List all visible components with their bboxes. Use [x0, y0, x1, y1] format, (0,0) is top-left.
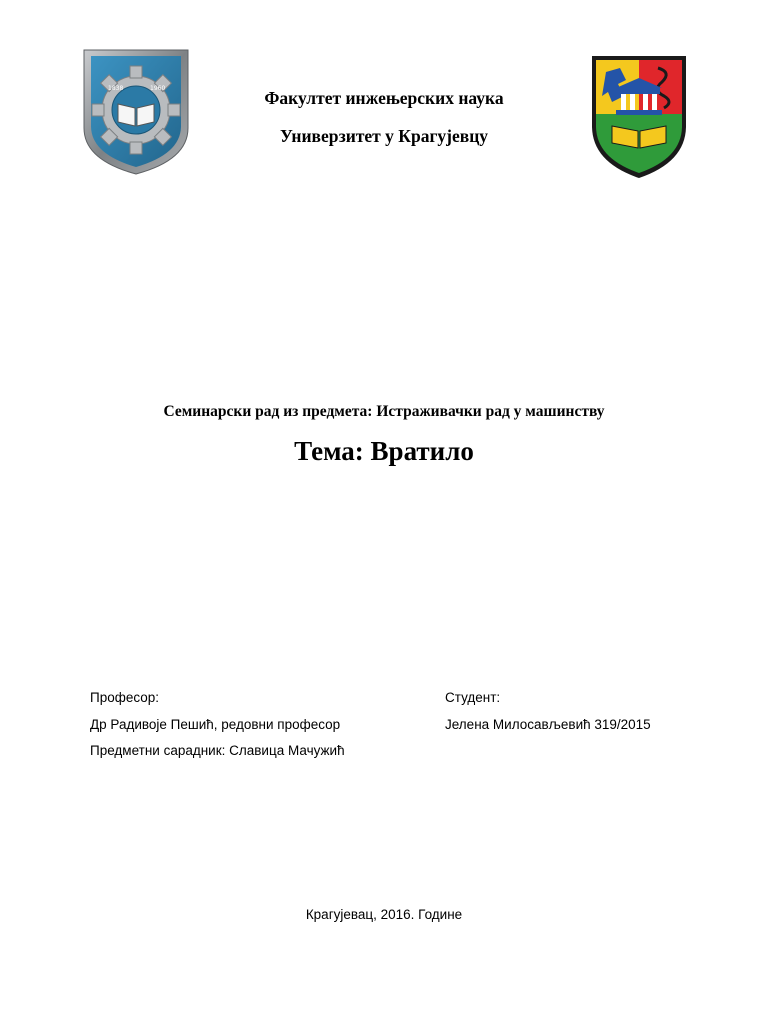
- svg-text:1960: 1960: [150, 85, 166, 92]
- professor-name: Др Радивоје Пешић, редовни професор: [90, 717, 341, 732]
- assistant-name: Предметни сарадник: Славица Мачужић: [90, 743, 345, 758]
- university-logo: [588, 52, 690, 180]
- faculty-name: Факултет инжењерских наука: [264, 88, 504, 108]
- svg-text:1838: 1838: [108, 85, 124, 92]
- seminar-subject: Семинарски рад из предмета: Истраживачки рад у машинству: [163, 403, 605, 420]
- place-date: Крагујевац, 2016. Године: [305, 907, 463, 922]
- professor-label: Професор:: [90, 690, 160, 705]
- student-label: Студент:: [445, 690, 501, 705]
- university-name: Универзитет у Крагујевцу: [279, 126, 489, 146]
- university-coat-of-arms-icon: [588, 52, 690, 180]
- faculty-gear-emblem-icon: [78, 42, 194, 176]
- student-name: Јелена Милосављевић 319/2015: [445, 717, 651, 732]
- faculty-logo: [78, 42, 194, 176]
- topic-title: Тема: Вратило: [294, 436, 474, 466]
